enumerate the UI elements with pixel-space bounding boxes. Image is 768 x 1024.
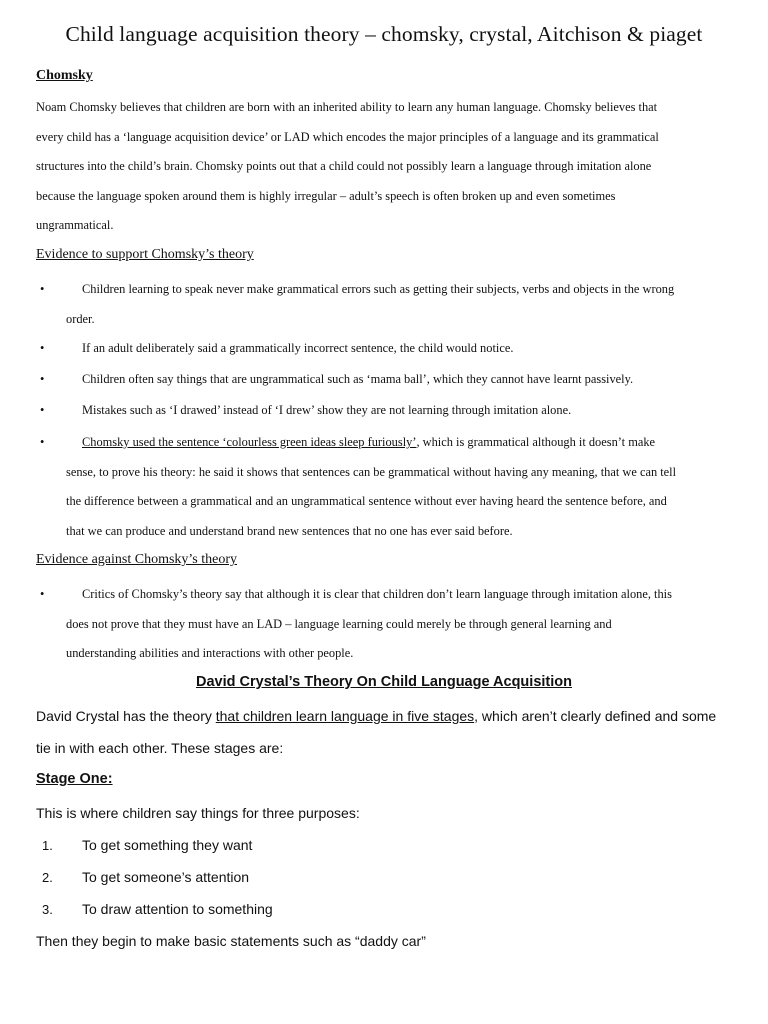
numbered-item: To get something they want — [82, 837, 253, 853]
stage-one-intro: This is where children say things for three purposes: — [36, 805, 360, 821]
list-number: 3. — [42, 902, 53, 917]
paragraph-line: every child has a ‘language acquisition device’ or LAD which encodes the major principles of a language and its grammatical — [36, 129, 659, 144]
list-item-line: the difference between a grammatical and an ungrammatical sentence without ever having heard the sentence before, and — [66, 494, 667, 508]
list-item-line — [66, 428, 746, 458]
list-item — [66, 334, 746, 364]
list-item-line: order. — [66, 311, 95, 326]
list-item — [66, 428, 746, 546]
list-number: 2. — [42, 870, 53, 885]
bullet-marker: • — [40, 435, 45, 449]
list-item-line: does not prove that they must have an LAD – language learning could merely be through general learning and — [66, 616, 612, 631]
bullet-marker: • — [40, 587, 45, 601]
closing-statement: Then they begin to make basic statements such as “daddy car” — [36, 933, 426, 949]
intro-text-rest: , which aren’t clearly defined and some — [474, 708, 717, 724]
list-item-line: Mistakes such as ‘I drawed’ instead of ‘I drew’ show they are not learning through imitation alone. — [82, 403, 572, 417]
list-item — [66, 275, 746, 334]
document-title: Child language acquisition theory – chomsky, crystal, Aitchison & piaget — [65, 22, 703, 46]
bullet-marker: • — [40, 372, 45, 386]
list-number: 1. — [42, 838, 53, 853]
chomsky-intro-paragraph — [36, 93, 736, 241]
bullet-marker: • — [40, 282, 45, 296]
bullet-marker: • — [40, 403, 45, 417]
underlined-quote: Chomsky used the sentence ‘colourless green ideas sleep furiously’ — [82, 435, 417, 449]
list-item-line: Children often say things that are ungrammatical such as ‘mama ball’, which they cannot have learnt passively. — [82, 372, 634, 386]
paragraph-line: tie in with each other. These stages are: — [36, 739, 284, 756]
crystal-heading: David Crystal’s Theory On Child Language Acquisition — [196, 674, 572, 690]
bullet-marker: • — [40, 341, 45, 355]
paragraph-line — [36, 701, 746, 733]
list-item-line: Critics of Chomsky’s theory say that although it is clear that children don’t learn language through imitation alone, this — [82, 587, 672, 601]
numbered-item: To get someone’s attention — [82, 869, 250, 885]
list-item-line-rest: , which is grammatical although it doesn’t make — [416, 435, 656, 449]
list-item-line: Children learning to speak never make grammatical errors such as getting their subjects, verbs and objects in the wrong — [82, 282, 675, 296]
paragraph-line: structures into the child’s brain. Chomsky points out that a child could not possibly learn a language through imitation alone — [36, 159, 652, 173]
stage-one-heading: Stage One: — [36, 771, 113, 787]
list-item-line: that we can produce and understand brand new sentences that no one has ever said before. — [66, 523, 513, 538]
paragraph-line: Noam Chomsky believes that children are born with an inherited ability to learn any human language. Chomsky believes that — [36, 100, 658, 114]
list-item-line: sense, to prove his theory: he said it shows that sentences can be grammatical without having any meaning, that we can tell — [66, 464, 677, 479]
chomsky-heading: Chomsky — [36, 68, 93, 83]
list-item — [66, 365, 746, 395]
paragraph-line: because the language spoken around them is highly irregular – adult’s speech is often broken up and even sometimes — [36, 188, 616, 203]
list-item — [66, 580, 746, 669]
paragraph-line: ungrammatical. — [36, 218, 114, 232]
crystal-intro-paragraph — [36, 701, 746, 764]
list-item-line: understanding abilities and interactions with other people. — [66, 646, 354, 660]
support-subheading: Evidence to support Chomsky’s theory — [36, 247, 254, 262]
list-item — [66, 396, 746, 426]
list-item-line: If an adult deliberately said a grammatically incorrect sentence, the child would notice. — [82, 341, 514, 355]
against-subheading: Evidence against Chomsky’s theory — [36, 552, 238, 567]
numbered-item: To draw attention to something — [82, 901, 273, 917]
intro-underlined-text: that children learn language in five stages — [215, 708, 475, 724]
intro-text: David Crystal has the theory — [36, 708, 216, 724]
